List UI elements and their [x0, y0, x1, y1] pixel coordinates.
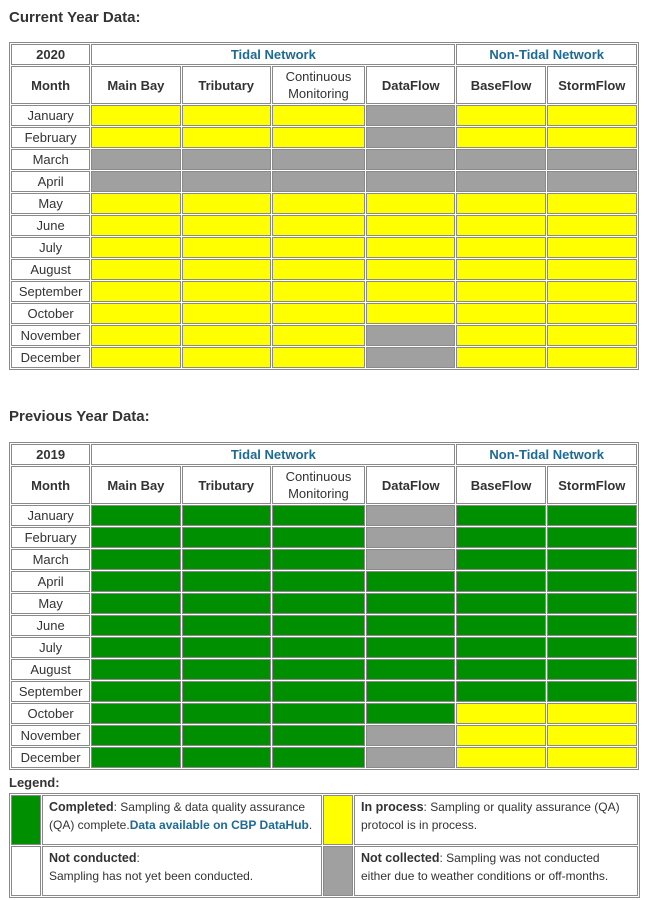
- status-cell: [456, 637, 545, 658]
- status-cell: [182, 571, 271, 592]
- legend-inprocess-desc: : Sampling or quality assurance (QA) protocol is in process.: [361, 800, 620, 832]
- status-cell: [547, 105, 637, 126]
- table-row: [11, 171, 637, 192]
- status-cell: [366, 259, 455, 280]
- status-cell: [91, 615, 180, 636]
- status-cell: [366, 281, 455, 302]
- table-row: [11, 505, 637, 526]
- status-cell: [547, 325, 637, 346]
- status-cell: [456, 505, 545, 526]
- status-cell: [366, 637, 455, 658]
- status-cell: [366, 659, 455, 680]
- status-cell: [272, 615, 365, 636]
- status-cell: [182, 637, 271, 658]
- status-cell: [272, 681, 365, 702]
- status-cell: [272, 505, 365, 526]
- status-cell: [91, 659, 180, 680]
- table-row: [11, 659, 637, 680]
- status-cell: [182, 325, 271, 346]
- legend-inprocess-label: In process: [361, 800, 424, 814]
- legend-notconducted-label: Not conducted: [49, 851, 137, 865]
- nontidal-network-header: Non-Tidal Network: [456, 44, 637, 65]
- month-cell: April: [11, 571, 90, 592]
- status-cell: [272, 149, 365, 170]
- status-cell: [547, 215, 637, 236]
- status-cell: [91, 149, 180, 170]
- status-cell: [91, 571, 180, 592]
- status-cell: [456, 659, 545, 680]
- col-stormflow: StormFlow: [547, 66, 637, 104]
- status-cell: [182, 193, 271, 214]
- month-cell: June: [11, 215, 90, 236]
- status-cell: [456, 347, 545, 368]
- status-cell: [366, 703, 455, 724]
- col-main-bay: Main Bay: [91, 466, 180, 504]
- status-cell: [182, 347, 271, 368]
- status-cell: [182, 127, 271, 148]
- status-cell: [456, 303, 545, 324]
- table-row: [11, 593, 637, 614]
- month-cell: December: [11, 347, 90, 368]
- legend-completed-text: [42, 795, 322, 845]
- status-cell: [366, 215, 455, 236]
- table-row: [11, 105, 637, 126]
- col-stormflow: StormFlow: [547, 466, 637, 504]
- legend-notconducted-desc: Sampling has not yet been conducted.: [49, 869, 254, 883]
- status-cell: [91, 127, 180, 148]
- table-row: [11, 127, 637, 148]
- status-cell: [91, 281, 180, 302]
- status-cell: [456, 571, 545, 592]
- status-cell: [272, 215, 365, 236]
- table-row: [11, 637, 637, 658]
- status-cell: [182, 259, 271, 280]
- status-cell: [91, 259, 180, 280]
- status-cell: [272, 703, 365, 724]
- month-cell: September: [11, 681, 90, 702]
- table-row: [11, 703, 637, 724]
- status-cell: [547, 615, 637, 636]
- month-cell: August: [11, 659, 90, 680]
- status-cell: [456, 703, 545, 724]
- status-cell: [547, 149, 637, 170]
- status-cell: [182, 149, 271, 170]
- month-cell: February: [11, 527, 90, 548]
- status-cell: [456, 193, 545, 214]
- table-row: [11, 281, 637, 302]
- status-cell: [91, 593, 180, 614]
- status-cell: [547, 681, 637, 702]
- status-cell: [366, 347, 455, 368]
- status-cell: [272, 527, 365, 548]
- status-cell: [456, 259, 545, 280]
- status-cell: [182, 593, 271, 614]
- status-cell: [456, 149, 545, 170]
- table-row: [11, 303, 637, 324]
- month-cell: January: [11, 105, 90, 126]
- table-row: [11, 193, 637, 214]
- status-cell: [272, 659, 365, 680]
- table-row: [11, 215, 637, 236]
- status-cell: [182, 303, 271, 324]
- month-cell: November: [11, 725, 90, 746]
- status-cell: [547, 347, 637, 368]
- status-cell: [91, 105, 180, 126]
- month-cell: December: [11, 747, 90, 768]
- month-cell: July: [11, 637, 90, 658]
- status-cell: [182, 281, 271, 302]
- month-cell: October: [11, 303, 90, 324]
- table-row: [11, 615, 637, 636]
- table-row: [11, 549, 637, 570]
- month-cell: January: [11, 505, 90, 526]
- month-header: Month: [11, 466, 90, 504]
- status-cell: [547, 703, 637, 724]
- year-header: 2020: [11, 44, 90, 65]
- status-cell: [182, 703, 271, 724]
- status-cell: [456, 593, 545, 614]
- status-cell: [366, 149, 455, 170]
- status-cell: [182, 681, 271, 702]
- status-cell: [366, 325, 455, 346]
- month-cell: October: [11, 703, 90, 724]
- status-cell: [547, 725, 637, 746]
- previous-year-table: [9, 442, 639, 770]
- table-row: [11, 237, 637, 258]
- status-cell: [272, 193, 365, 214]
- status-cell: [272, 325, 365, 346]
- status-cell: [182, 215, 271, 236]
- month-cell: September: [11, 281, 90, 302]
- col-main-bay: Main Bay: [91, 66, 180, 104]
- legend-table: [9, 793, 640, 898]
- status-cell: [182, 615, 271, 636]
- month-cell: August: [11, 259, 90, 280]
- status-cell: [272, 549, 365, 570]
- table-row: [11, 347, 637, 368]
- legend-title: Legend:: [9, 775, 60, 790]
- status-cell: [456, 105, 545, 126]
- status-cell: [456, 127, 545, 148]
- status-cell: [272, 171, 365, 192]
- status-cell: [91, 549, 180, 570]
- status-cell: [366, 681, 455, 702]
- status-cell: [91, 747, 180, 768]
- col-baseflow: BaseFlow: [456, 66, 545, 104]
- status-cell: [547, 193, 637, 214]
- legend-completed-desc: : Sampling & data quality assurance (QA) complete.: [49, 800, 306, 832]
- current-year-title: Current Year Data:: [9, 9, 141, 26]
- status-cell: [456, 681, 545, 702]
- legend-notconducted-colon: :: [136, 851, 140, 865]
- status-cell: [456, 215, 545, 236]
- col-baseflow: BaseFlow: [456, 466, 545, 504]
- col-tributary: Tributary: [182, 66, 271, 104]
- status-cell: [456, 171, 545, 192]
- month-cell: June: [11, 615, 90, 636]
- status-cell: [182, 527, 271, 548]
- status-cell: [456, 325, 545, 346]
- status-cell: [456, 549, 545, 570]
- legend-swatch-completed: [11, 795, 41, 845]
- status-cell: [547, 637, 637, 658]
- status-cell: [547, 505, 637, 526]
- status-cell: [91, 725, 180, 746]
- status-cell: [366, 549, 455, 570]
- current-year-table: [9, 42, 639, 370]
- status-cell: [456, 725, 545, 746]
- status-cell: [456, 281, 545, 302]
- legend-inprocess-text: [354, 795, 638, 845]
- status-cell: [91, 303, 180, 324]
- status-cell: [91, 681, 180, 702]
- status-cell: [366, 527, 455, 548]
- month-cell: March: [11, 549, 90, 570]
- status-cell: [366, 193, 455, 214]
- status-cell: [182, 505, 271, 526]
- month-cell: July: [11, 237, 90, 258]
- legend-swatch-not-conducted: [11, 846, 41, 896]
- status-cell: [366, 593, 455, 614]
- status-cell: [547, 593, 637, 614]
- legend-swatch-in-process: [323, 795, 353, 845]
- status-cell: [91, 703, 180, 724]
- legend-notcollected-text: [354, 846, 638, 896]
- status-cell: [547, 659, 637, 680]
- status-cell: [366, 505, 455, 526]
- status-cell: [91, 171, 180, 192]
- status-cell: [456, 237, 545, 258]
- month-cell: May: [11, 593, 90, 614]
- legend-notcollected-desc: : Sampling was not conducted either due to weather conditions or off-months.: [361, 851, 609, 883]
- status-cell: [182, 549, 271, 570]
- status-cell: [547, 281, 637, 302]
- legend-completed-label: Completed: [49, 800, 114, 814]
- legend-notconducted-text: [42, 846, 322, 896]
- datahub-link[interactable]: Data available on CBP DataHub: [129, 818, 309, 832]
- status-cell: [547, 127, 637, 148]
- table-row: [11, 681, 637, 702]
- status-cell: [272, 747, 365, 768]
- status-cell: [182, 747, 271, 768]
- status-cell: [456, 747, 545, 768]
- status-cell: [91, 325, 180, 346]
- status-cell: [366, 237, 455, 258]
- year-header: 2019: [11, 444, 90, 465]
- tidal-network-header: Tidal Network: [91, 444, 455, 465]
- col-dataflow: DataFlow: [366, 66, 455, 104]
- status-cell: [272, 593, 365, 614]
- table-row: [11, 571, 637, 592]
- month-cell: February: [11, 127, 90, 148]
- status-cell: [547, 171, 637, 192]
- status-cell: [272, 637, 365, 658]
- status-cell: [272, 347, 365, 368]
- legend-notcollected-label: Not collected: [361, 851, 440, 865]
- status-cell: [272, 303, 365, 324]
- status-cell: [91, 215, 180, 236]
- status-cell: [182, 237, 271, 258]
- status-cell: [366, 725, 455, 746]
- status-cell: [91, 237, 180, 258]
- status-cell: [91, 193, 180, 214]
- status-cell: [366, 571, 455, 592]
- table-row: [11, 325, 637, 346]
- status-cell: [182, 725, 271, 746]
- col-dataflow: DataFlow: [366, 466, 455, 504]
- status-cell: [91, 527, 180, 548]
- col-continuous-monitoring: Continuous Monitoring: [272, 466, 365, 504]
- col-continuous-monitoring: Continuous Monitoring: [272, 66, 365, 104]
- status-cell: [182, 659, 271, 680]
- status-cell: [366, 303, 455, 324]
- status-cell: [547, 549, 637, 570]
- status-cell: [91, 505, 180, 526]
- table-row: [11, 149, 637, 170]
- status-cell: [91, 637, 180, 658]
- status-cell: [547, 747, 637, 768]
- status-cell: [366, 105, 455, 126]
- status-cell: [366, 127, 455, 148]
- col-tributary: Tributary: [182, 466, 271, 504]
- status-cell: [91, 347, 180, 368]
- status-cell: [547, 259, 637, 280]
- status-cell: [272, 281, 365, 302]
- status-cell: [456, 527, 545, 548]
- status-cell: [547, 527, 637, 548]
- legend-completed-end: .: [308, 818, 313, 832]
- status-cell: [547, 237, 637, 258]
- status-cell: [272, 105, 365, 126]
- status-cell: [366, 171, 455, 192]
- status-cell: [456, 615, 545, 636]
- status-cell: [366, 747, 455, 768]
- status-cell: [272, 127, 365, 148]
- month-cell: May: [11, 193, 90, 214]
- month-cell: November: [11, 325, 90, 346]
- status-cell: [272, 725, 365, 746]
- status-cell: [182, 105, 271, 126]
- table-row: [11, 747, 637, 768]
- status-cell: [272, 237, 365, 258]
- status-cell: [366, 615, 455, 636]
- month-cell: April: [11, 171, 90, 192]
- status-cell: [272, 259, 365, 280]
- table-row: [11, 527, 637, 548]
- tidal-network-header: Tidal Network: [91, 44, 455, 65]
- previous-year-title: Previous Year Data:: [9, 408, 150, 425]
- nontidal-network-header: Non-Tidal Network: [456, 444, 637, 465]
- legend-swatch-not-collected: [323, 846, 353, 896]
- table-row: [11, 259, 637, 280]
- status-cell: [547, 303, 637, 324]
- status-cell: [182, 171, 271, 192]
- status-cell: [272, 571, 365, 592]
- month-header: Month: [11, 66, 90, 104]
- status-cell: [547, 571, 637, 592]
- table-row: [11, 725, 637, 746]
- month-cell: March: [11, 149, 90, 170]
